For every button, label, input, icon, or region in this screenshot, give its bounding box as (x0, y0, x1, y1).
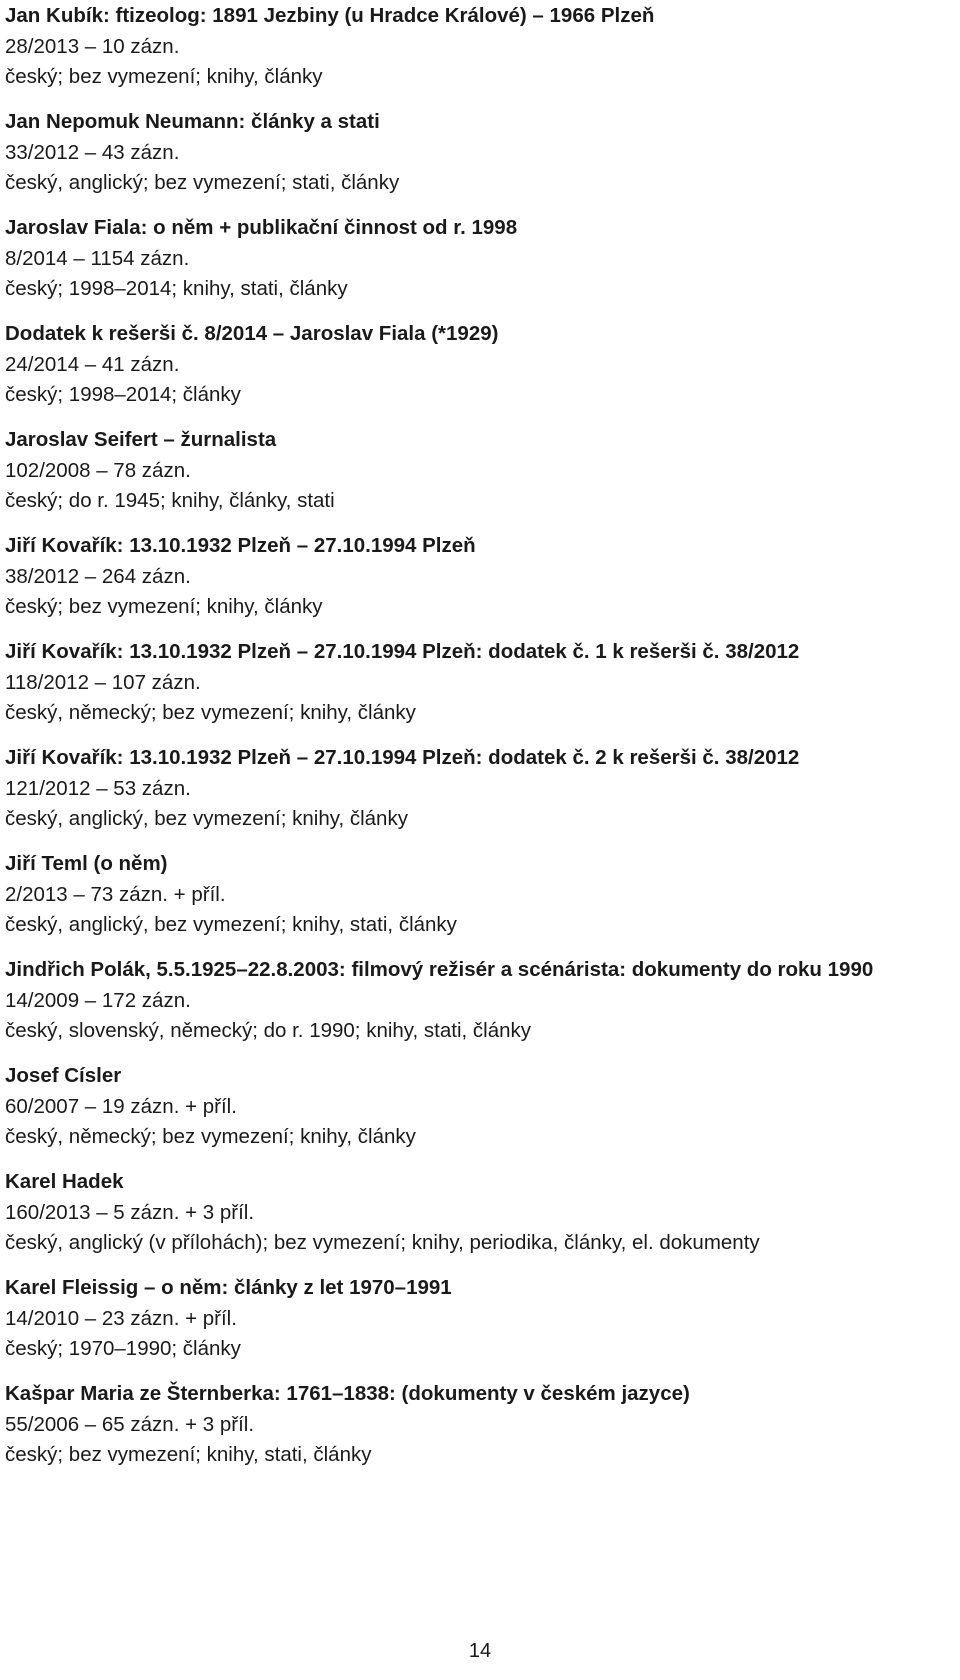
list-item (5, 530, 955, 622)
list-item (5, 848, 955, 940)
entry-count: 102/2008 – 78 zázn. (5, 459, 191, 482)
entry-details: český, anglický, bez vymezení; knihy, články (5, 807, 408, 830)
document-page (5, 0, 955, 1470)
entry-details: český, slovenský, německý; do r. 1990; knihy, stati, články (5, 1019, 532, 1042)
entry-details: český; bez vymezení; knihy, články (5, 595, 323, 618)
entry-details: český, německý; bez vymezení; knihy, články (5, 701, 416, 724)
entry-list (5, 0, 955, 1470)
entry-details: český; bez vymezení; knihy, články (5, 65, 323, 88)
entry-title: Jaroslav Fiala: o něm + publikační činnost od r. 1998 (5, 216, 518, 239)
entry-details: český; 1998–2014; knihy, stati, články (5, 277, 348, 300)
entry-count: 2/2013 – 73 zázn. + příl. (5, 883, 226, 906)
list-item (5, 1378, 955, 1470)
entry-title: Josef Císler (5, 1064, 122, 1087)
entry-details: český, německý; bez vymezení; knihy, články (5, 1125, 416, 1148)
entry-title: Jan Nepomuk Neumann: články a stati (5, 110, 380, 133)
entry-details: český; 1998–2014; články (5, 383, 241, 406)
entry-count: 60/2007 – 19 zázn. + příl. (5, 1095, 237, 1118)
page-number: 14 (468, 1640, 492, 1662)
entry-count: 14/2010 – 23 zázn. + příl. (5, 1307, 237, 1330)
list-item (5, 636, 955, 728)
entry-title: Jiří Kovařík: 13.10.1932 Plzeň – 27.10.1994 Plzeň: dodatek č. 1 k rešerši č. 38/2012 (5, 640, 800, 663)
entry-title: Jaroslav Seifert – žurnalista (5, 428, 277, 451)
list-item (5, 424, 955, 516)
entry-count: 8/2014 – 1154 zázn. (5, 247, 190, 270)
entry-count: 33/2012 – 43 zázn. (5, 141, 180, 164)
entry-title: Jan Kubík: ftizeolog: 1891 Jezbiny (u Hradce Králové) – 1966 Plzeň (5, 4, 655, 27)
entry-title: Kašpar Maria ze Šternberka: 1761–1838: (dokumenty v českém jazyce) (5, 1382, 690, 1405)
entry-details: český; bez vymezení; knihy, stati, články (5, 1443, 372, 1466)
entry-title: Jiří Teml (o něm) (5, 852, 168, 875)
list-item (5, 318, 955, 410)
list-item (5, 1272, 955, 1364)
list-item (5, 0, 955, 92)
list-item (5, 212, 955, 304)
entry-title: Jiří Kovařík: 13.10.1932 Plzeň – 27.10.1994 Plzeň (5, 534, 476, 557)
entry-details: český; 1970–1990; články (5, 1337, 241, 1360)
list-item (5, 742, 955, 834)
entry-count: 14/2009 – 172 zázn. (5, 989, 191, 1012)
entry-count: 160/2013 – 5 zázn. + 3 příl. (5, 1201, 255, 1224)
entry-count: 38/2012 – 264 zázn. (5, 565, 191, 588)
entry-details: český; do r. 1945; knihy, články, stati (5, 489, 335, 512)
entry-count: 55/2006 – 65 zázn. + 3 příl. (5, 1413, 255, 1436)
entry-title: Jiří Kovařík: 13.10.1932 Plzeň – 27.10.1994 Plzeň: dodatek č. 2 k rešerši č. 38/2012 (5, 746, 800, 769)
entry-count: 121/2012 – 53 zázn. (5, 777, 191, 800)
entry-count: 24/2014 – 41 zázn. (5, 353, 180, 376)
entry-title: Karel Fleissig – o něm: články z let 1970–1991 (5, 1276, 452, 1299)
entry-title: Dodatek k rešerši č. 8/2014 – Jaroslav Fiala (*1929) (5, 322, 499, 345)
entry-details: český, anglický, bez vymezení; knihy, stati, články (5, 913, 457, 936)
entry-count: 118/2012 – 107 zázn. (5, 671, 201, 694)
entry-details: český, anglický; bez vymezení; stati, články (5, 171, 400, 194)
entry-title: Karel Hadek (5, 1170, 124, 1193)
list-item (5, 1060, 955, 1152)
list-item (5, 954, 955, 1046)
list-item (5, 106, 955, 198)
entry-count: 28/2013 – 10 zázn. (5, 35, 180, 58)
list-item (5, 1166, 955, 1258)
entry-details: český, anglický (v přílohách); bez vymezení; knihy, periodika, články, el. dokumenty (5, 1231, 760, 1254)
entry-title: Jindřich Polák, 5.5.1925–22.8.2003: filmový režisér a scénárista: dokumenty do roku 1990 (5, 958, 874, 981)
